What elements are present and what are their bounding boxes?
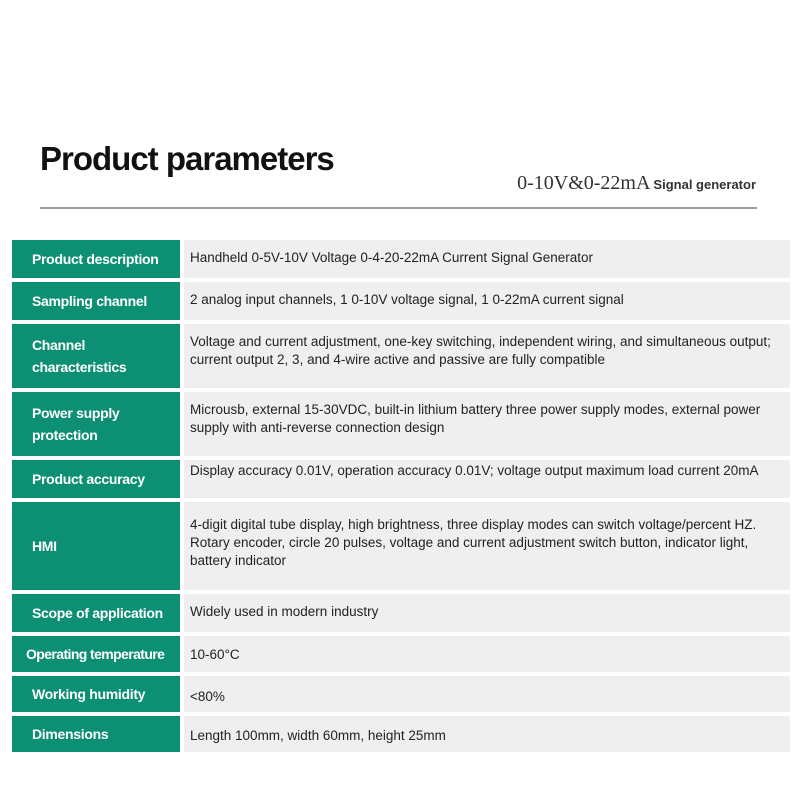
row-label: HMI [12, 502, 180, 590]
row-label: Operating temperature [12, 636, 180, 672]
title-divider [40, 207, 757, 209]
table-row [12, 324, 790, 388]
table-row [12, 460, 790, 498]
row-value: Voltage and current adjustment, one-key switching, independent wiring, and simultaneous output; current output 2, 3, and 4-wire active and passive are fully compatible [184, 324, 790, 388]
subtitle-range: 0-10V&0-22mA [517, 172, 651, 194]
table-row [12, 636, 790, 672]
row-value: 4-digit digital tube display, high brightness, three display modes can switch voltage/percent HZ. Rotary encoder, circle 20 pulses, voltage and current adjustment switch button, indicator light, battery indicator [184, 502, 790, 590]
row-label: Working humidity [12, 676, 180, 712]
table-row [12, 716, 790, 752]
subtitle-type: Signal generator [653, 177, 756, 192]
row-label: Dimensions [12, 716, 180, 752]
row-label: Channel characteristics [12, 324, 180, 388]
row-label: Sampling channel [12, 282, 180, 320]
row-value: 10-60°C [184, 636, 790, 672]
table-row [12, 282, 790, 320]
table-row [12, 676, 790, 712]
table-row [12, 594, 790, 632]
row-value: Length 100mm, width 60mm, height 25mm [184, 716, 790, 752]
table-row [12, 502, 790, 590]
table-row [12, 392, 790, 456]
row-label: Scope of application [12, 594, 180, 632]
parameters-table [12, 240, 790, 756]
row-value: <80% [184, 676, 790, 712]
page-title: Product parameters [40, 140, 334, 177]
row-value: Widely used in modern industry [184, 594, 790, 632]
row-value: Handheld 0-5V-10V Voltage 0-4-20-22mA Current Signal Generator [184, 240, 790, 278]
row-value: 2 analog input channels, 1 0-10V voltage signal, 1 0-22mA current signal [184, 282, 790, 320]
row-label: Power supply protection [12, 392, 180, 456]
product-subtitle [517, 172, 756, 195]
row-label: Product accuracy [12, 460, 180, 498]
row-value: Microusb, external 15-30VDC, built-in lithium battery three power supply modes, external power supply with anti-reverse connection design [184, 392, 790, 456]
table-row [12, 240, 790, 278]
row-value: Display accuracy 0.01V, operation accuracy 0.01V; voltage output maximum load current 20mA [184, 460, 790, 498]
row-label: Product description [12, 240, 180, 278]
